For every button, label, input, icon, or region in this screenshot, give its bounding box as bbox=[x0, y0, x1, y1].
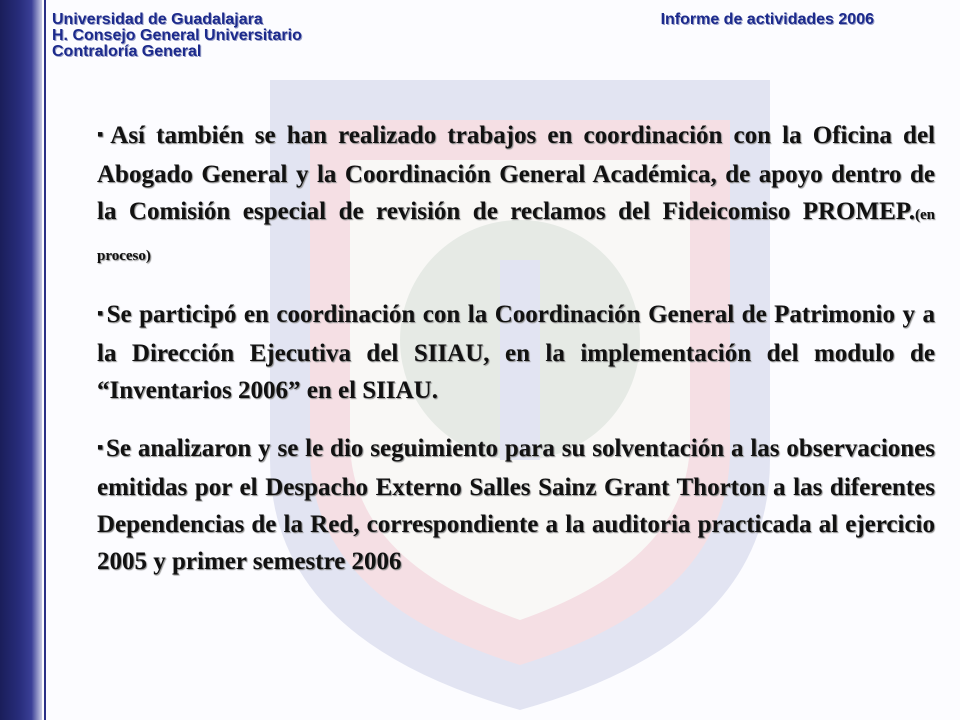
bullet-text: Así también se han realizado trabajos en coordinación con la Oficina del Abogado General y la Coordinación General Académica, de apoyo dentro de la Comisión especial de revisión de reclamos del Fideicomiso PROMEP. bbox=[97, 122, 935, 225]
university-name: Universidad de Guadalajara bbox=[52, 11, 263, 28]
square-bullet-icon: ▪ bbox=[97, 437, 104, 457]
office-name: Contraloría General bbox=[52, 43, 202, 60]
bullet-item-1 bbox=[97, 117, 935, 275]
left-decorative-bar bbox=[0, 0, 42, 720]
slide-content bbox=[97, 117, 935, 601]
square-bullet-icon: ▪ bbox=[97, 303, 105, 323]
report-title: Informe de actividades 2006 bbox=[660, 11, 874, 28]
slide-header bbox=[52, 12, 874, 60]
bullet-item-2 bbox=[97, 296, 935, 409]
left-divider-line bbox=[44, 0, 46, 720]
bullet-note: (en proceso) bbox=[97, 207, 935, 264]
bullet-item-3 bbox=[97, 430, 935, 580]
bullet-text: Se participó en coordinación con la Coordinación General de Patrimonio y a la Dirección Ejecutiva del SIIAU, en la implementación del modulo de “Inventarios 2006” en el SIIAU. bbox=[97, 301, 935, 404]
bullet-text: Se analizaron y se le dio seguimiento para su solventación a las observaciones emitidas por el Despacho Externo Salles Sainz Grant Thorton a las diferentes Dependencias de la Red, correspondiente a la auditoria practicada al ejercicio 2005 y primer semestre 2006 bbox=[97, 435, 935, 575]
council-name: H. Consejo General Universitario bbox=[52, 27, 302, 44]
square-bullet-icon: ▪ bbox=[97, 124, 109, 144]
